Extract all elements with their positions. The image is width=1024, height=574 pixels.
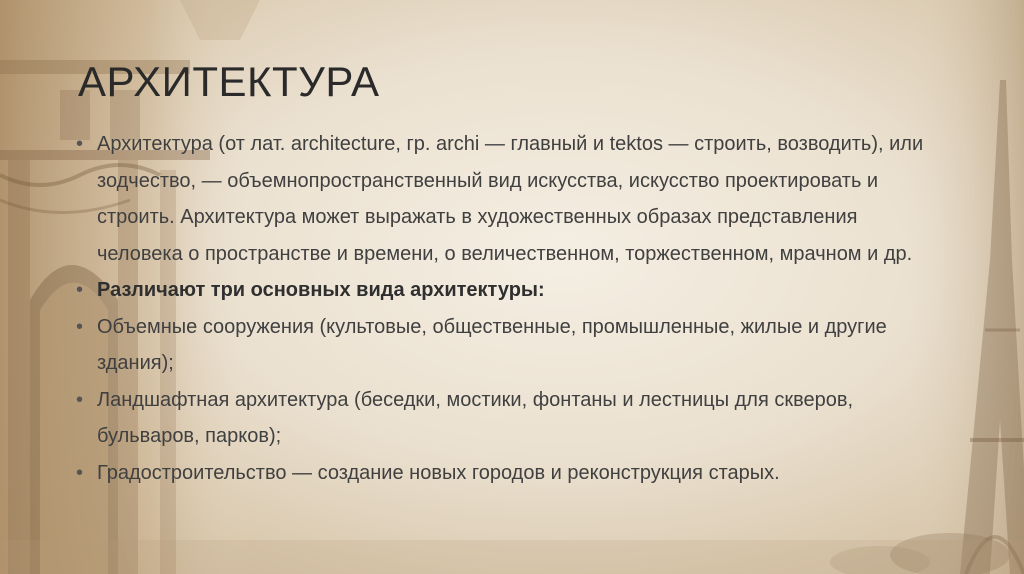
bullet-dot-icon: • [76, 315, 84, 338]
bullet-text: Ландшафтная архитектура (беседки, мостики, фонтаны и лестницы для скверов, бульваров, парков); [97, 388, 854, 447]
slide-title: АРХИТЕКТУРА [78, 58, 380, 105]
bullet-text: Градостроительство — создание новых городов и реконструкция старых. [97, 461, 780, 484]
bullet-text: Архитектура (от лат. architecture, гр. archi — главный и tektos — строить, возводить), или зодчество, — объемнопространственный вид искусства, искусство проектировать и строить. Архитектура может выражать в художественных образах представления человека о пространстве и времени, о величественном, торжественном, мрачном и др. [97, 133, 924, 265]
bullet-item-landscape-architecture [76, 382, 936, 455]
bullet-dot-icon: • [76, 461, 84, 484]
bullet-dot-icon: • [76, 388, 84, 411]
bullet-item-types-heading [76, 272, 936, 309]
bullet-dot-icon: • [76, 133, 84, 155]
bullet-item-urban-planning [76, 455, 936, 492]
bullet-item-definition [76, 126, 936, 272]
bullet-list [76, 126, 936, 491]
bullet-item-volumetric-structures [76, 309, 936, 382]
bullet-text: Объемные сооружения (культовые, общественные, промышленные, жилые и другие здания); [97, 315, 887, 374]
bullet-text: Различают три основных вида архитектуры: [97, 279, 545, 301]
bullet-dot-icon: • [76, 279, 84, 301]
